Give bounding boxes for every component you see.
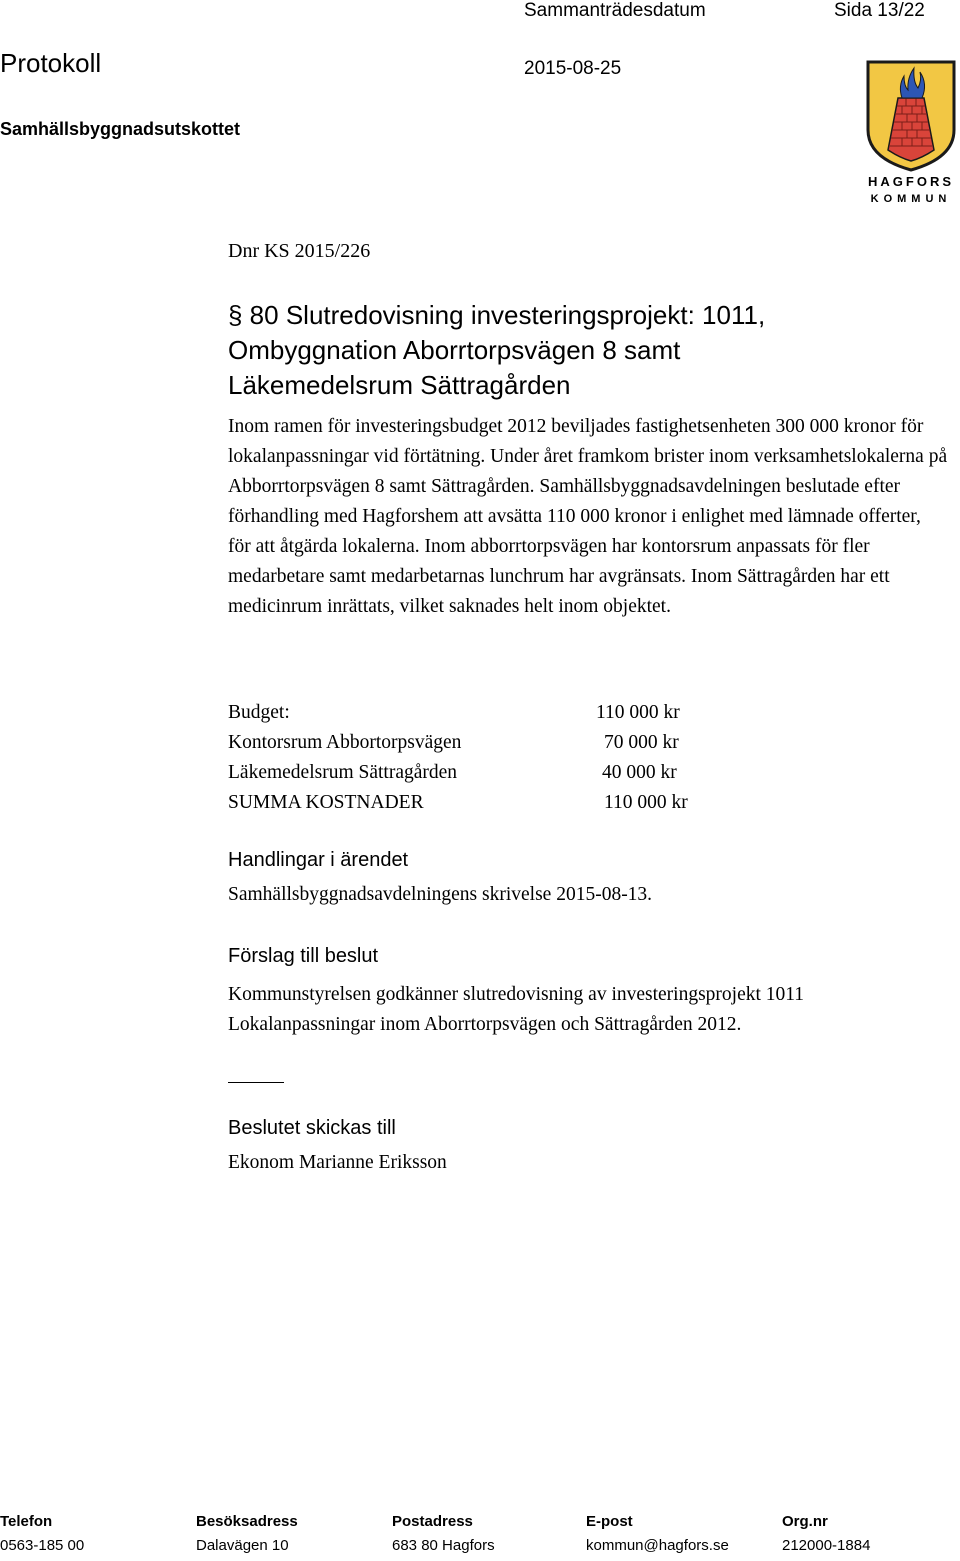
footer-email[interactable]: kommun@hagfors.se: [586, 1537, 729, 1554]
logo-emblem-icon: [862, 58, 960, 206]
budget-label: SUMMA KOSTNADER: [228, 792, 424, 813]
footer-value: Dalavägen 10: [196, 1537, 289, 1554]
budget-amount: 70 000 kr: [604, 732, 679, 753]
budget-table: [228, 698, 748, 818]
forslag-heading: Förslag till beslut: [228, 945, 379, 967]
footer-heading: Telefon: [0, 1513, 53, 1530]
budget-label: Läkemedelsrum Sättragården: [228, 762, 458, 783]
forslag-text: Kommunstyrelsen godkänner slutredovisning av investeringsprojekt 1011 Lokalanpassningar inom Aborrtorpsvägen och Sättragården 2012.: [228, 984, 805, 1035]
budget-row: [228, 758, 748, 788]
beslutet-heading: Beslutet skickas till: [228, 1117, 396, 1139]
footer-column-telefon: [0, 1510, 84, 1558]
case-body-text: Inom ramen för investeringsbudget 2012 beviljades fastighetsenheten 300 000 kronor för lokalanpassningar vid förtätning. Under året framkom brister inom verksamhetslokalerna på Abborrtorpsvägen 8 samt Sättragården. Samhällsbyggnadsavdelningen beslutade efter förhandling med Hagforshem att avsätta 110 000 kronor i enlighet med lämnade offerter, för att åtgärda lokalerna. Inom abborrtorpsvägen har kontorsrum anpassats för fler medarbetare samt medarbetarnas lunchrum har avgränsats. Inom Sättragården har ett medicinrum inrättats, vilket saknades helt inom objektet.: [228, 416, 948, 617]
handlingar-text: Samhällsbyggnadsavdelningens skrivelse 2015-08-13.: [228, 884, 653, 905]
footer-value: 0563-185 00: [0, 1537, 85, 1554]
document-title: Protokoll: [0, 48, 102, 78]
footer-heading: Postadress: [392, 1513, 473, 1530]
logo-text-kommun: KOMMUN: [870, 193, 952, 205]
committee-name: Samhällsbyggnadsutskottet: [0, 119, 241, 139]
footer-column-epost: [586, 1510, 729, 1558]
footer-value: 683 80 Hagfors: [392, 1537, 495, 1554]
footer-value: 212000-1884: [782, 1537, 871, 1554]
footer-column-orgnr: [782, 1510, 870, 1558]
page-number: Sida 13/22: [834, 0, 925, 21]
section-title-line: Ombyggnation Aborrtorpsvägen 8 samt: [228, 335, 681, 365]
meeting-date: 2015-08-25: [524, 58, 622, 79]
footer-heading: Org.nr: [782, 1513, 828, 1530]
separator-line: [228, 1082, 284, 1083]
footer-column-postadress: [392, 1510, 495, 1558]
case-number: Dnr KS 2015/226: [228, 240, 371, 262]
section-title: [228, 298, 928, 403]
budget-amount: 40 000 kr: [602, 762, 677, 783]
budget-row: [228, 728, 748, 758]
footer-heading: Besöksadress: [196, 1513, 298, 1530]
budget-row: [228, 788, 748, 818]
budget-amount: 110 000 kr: [604, 792, 688, 813]
section-title-line: Läkemedelsrum Sättragården: [228, 370, 571, 400]
budget-amount: 110 000 kr: [596, 702, 680, 723]
meeting-date-label: Sammanträdesdatum: [524, 0, 706, 21]
budget-label: Budget:: [228, 702, 290, 723]
section-title-line: § 80 Slutredovisning investeringsprojekt: 1011,: [228, 300, 766, 330]
footer-contact: [0, 1510, 960, 1561]
footer-column-besoksadress: [196, 1510, 298, 1558]
hagfors-kommun-logo: [862, 58, 960, 206]
budget-label: Kontorsrum Abbortorpsvägen: [228, 732, 462, 753]
beslutet-recipient: Ekonom Marianne Eriksson: [228, 1152, 447, 1173]
budget-row: [228, 698, 748, 728]
logo-text-hagfors: HAGFORS: [868, 174, 954, 189]
handlingar-heading: Handlingar i ärendet: [228, 849, 409, 871]
footer-heading: E-post: [586, 1513, 633, 1530]
